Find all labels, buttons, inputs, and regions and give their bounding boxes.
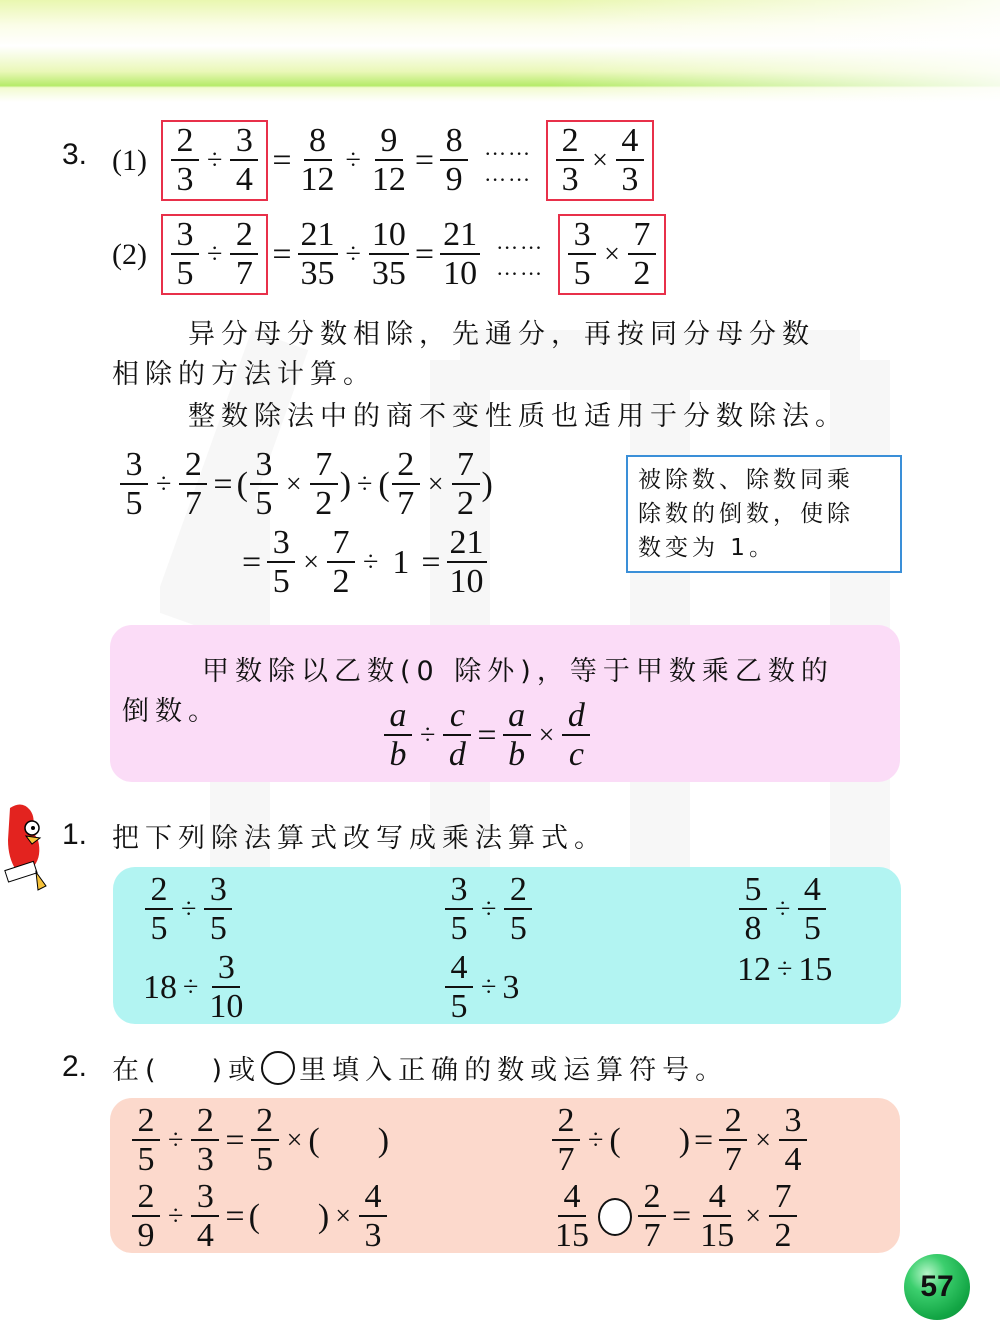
ellipsis-dots: …… …… (484, 134, 533, 186)
fraction: $\frac{4}{5}$ (445, 951, 473, 1024)
math-token: ( (378, 465, 390, 503)
math-token: = (213, 465, 233, 503)
whole-number: 12 (737, 951, 771, 988)
fraction: $\frac{8}{12}$ (300, 122, 335, 198)
math-token: ( (236, 465, 248, 503)
math-token: ÷ (156, 468, 172, 500)
fraction: $\frac{3}{5}$ (171, 218, 199, 291)
divide-sign: ÷ (775, 893, 791, 925)
fraction: $\frac{3}{5}$ (267, 526, 295, 599)
divide-sign: ÷ (181, 893, 197, 925)
fraction: $\frac{3}{10}$ (209, 949, 244, 1025)
fraction: $\frac{7}{2}$ (327, 526, 355, 599)
exercise1-item (143, 873, 234, 946)
fraction: $\frac{5}{8}$ (739, 873, 767, 946)
fraction: $\frac{2}{5}$ (145, 873, 173, 946)
exercise1-item (737, 951, 832, 989)
math-token: = (242, 543, 262, 581)
fraction: $\frac{3}{5}$ (120, 448, 148, 521)
math-token: × (303, 546, 319, 578)
fraction: $\frac{2}{7}$ (179, 448, 207, 521)
fraction: $\frac{3}{5}$ (250, 448, 278, 521)
exercise2-q3: $\frac{2}{9}$ ÷ $\frac{3}{4}$ = ( ) × $\frac{4}{3}$ (130, 1180, 389, 1253)
fraction: $\frac{2}{7}$ (392, 448, 420, 521)
fraction: $\frac{3}{5}$ (568, 218, 596, 291)
divide-sign: ÷ (777, 954, 793, 985)
ellipsis-dots: …… …… (496, 228, 545, 280)
fraction: $\frac{2}{7}$ (230, 218, 258, 291)
fraction: $\frac{2}{5}$ (504, 873, 532, 946)
exercise2-q4: $\frac{4}{15}$ $\frac{2}{7}$ = $\frac{4}{15}$ × $\frac{7}{2}$ (550, 1180, 799, 1253)
fraction: $\frac{3}{4}$ (230, 124, 258, 197)
exercise1-panel (113, 867, 901, 1024)
fraction-result: $\frac{21}{10}$ (440, 218, 480, 291)
fraction: $\frac{2}{3}$ (171, 124, 199, 197)
exercise2-number: 2. (62, 1050, 88, 1083)
note-line-3: 数变为 1。 (638, 535, 776, 561)
math-token: × (285, 468, 302, 500)
circle-blank-icon (261, 1051, 295, 1085)
fraction: $\frac{4}{5}$ (798, 873, 826, 946)
math-token: ÷ (362, 546, 379, 578)
whole-number: 18 (143, 968, 177, 1006)
exercise1-number: 1. (62, 818, 88, 851)
whole-number: 15 (798, 951, 833, 988)
derivation-line-1 (118, 448, 493, 521)
exercise1-item (737, 873, 828, 946)
example-number: 3. (62, 138, 88, 171)
part1-rhs-box: $\frac{2}{3}$ × $\frac{4}{3}$ (546, 120, 654, 201)
exercise2-q2: $\frac{2}{7}$ ÷ ( ) = $\frac{2}{7}$ × $\frac{3}{4}$ (550, 1104, 809, 1177)
part2-rhs-box: $\frac{3}{5}$ × $\frac{7}{2}$ (558, 214, 666, 295)
exercise1-item (443, 951, 519, 1024)
note-line-2: 除数的倒数，使除 (638, 501, 854, 527)
whole-number: 3 (502, 968, 520, 1006)
part2-lhs-box: $\frac{3}{5}$ ÷ $\frac{2}{7}$ (161, 214, 268, 295)
math-token: = (421, 543, 441, 581)
math-token: × (427, 468, 444, 500)
example3-part1: (1) $\frac{2}{3}$ ÷ $\frac{3}{4}$ = $\frac{8}{12}$ ÷ $\frac{9}{12}$ = $\frac{8}{9}$ …… …… $\frac{2}{3}$ × $\frac{4}{3}$ (112, 120, 654, 201)
fraction: $\frac{9}{12}$ (371, 122, 406, 198)
exercise1-title: 把下列除法算式改写成乘法算式。 (112, 823, 607, 854)
rule-formula: $\frac{a}{b}$ ÷ $\frac{c}{d}$ = $\frac{a}{b}$ × $\frac{d}{c}$ (382, 699, 592, 772)
divide-sign: ÷ (183, 971, 199, 1003)
part2-label: (2) (112, 237, 147, 271)
explanation-line-2: 相除的方法计算。 (112, 359, 376, 390)
divide-sign: ÷ (481, 971, 497, 1003)
page-number-badge (904, 1254, 970, 1320)
math-token: ) (339, 465, 352, 503)
fraction: $\frac{7}{2}$ (310, 448, 338, 521)
exercise2-q1: $\frac{2}{5}$ ÷ $\frac{2}{3}$ = $\frac{2}{5}$ × ( ) (130, 1104, 389, 1177)
exercise1-item (443, 873, 534, 946)
explanation-line-3: 整数除法中的商不变性质也适用于分数除法。 (188, 401, 848, 432)
fraction: $\frac{7}{2}$ (452, 448, 480, 521)
operator-circle-blank[interactable] (598, 1198, 632, 1236)
exercise2-title: 在( )或 里填入正确的数或运算符号。 (112, 1048, 728, 1087)
fraction: $\frac{21}{35}$ (298, 218, 338, 291)
exercise2-panel (110, 1098, 900, 1253)
rule-box (110, 625, 900, 782)
divide-sign: ÷ (481, 893, 497, 925)
fraction: $\frac{21}{10}$ (447, 526, 487, 599)
page-header-band (0, 0, 1000, 102)
part1-label: (1) (112, 143, 147, 177)
fraction: $\frac{4}{3}$ (616, 124, 644, 197)
derivation-line-2 (238, 526, 489, 599)
example3-part2: (2) $\frac{3}{5}$ ÷ $\frac{2}{7}$ = $\frac{21}{35}$ ÷ $\frac{10}{35}$ = $\frac{21}{10}$ …… …… $\frac{3}{5}$ × $\frac{7}{2}$ (112, 214, 666, 295)
fraction: $\frac{2}{3}$ (556, 124, 584, 197)
rooster-mascot-icon (2, 800, 60, 892)
fraction: $\frac{10}{35}$ (369, 218, 409, 291)
note-line-1: 被除数、除数同乘 (638, 467, 854, 493)
explanation-line-1: 异分母分数相除，先通分，再按同分母分数 (188, 319, 815, 350)
fraction: $\frac{3}{5}$ (204, 873, 232, 946)
fraction: $\frac{7}{2}$ (628, 218, 656, 291)
math-token: ) (481, 465, 493, 503)
part1-lhs-box: $\frac{2}{3}$ ÷ $\frac{3}{4}$ (161, 120, 268, 201)
fraction: $\frac{3}{5}$ (445, 873, 473, 946)
rule-line-2: 倒数。 (122, 696, 221, 727)
math-token: ÷ (357, 468, 373, 500)
note-box (626, 455, 902, 573)
math-token: 1 (392, 543, 410, 581)
rule-line-1: 甲数除以乙数(0 除外)，等于甲数乘乙数的 (202, 656, 834, 687)
exercise1-item (143, 951, 248, 1024)
fraction-result: $\frac{8}{9}$ (440, 124, 468, 197)
page-number: 57 (920, 1270, 954, 1303)
